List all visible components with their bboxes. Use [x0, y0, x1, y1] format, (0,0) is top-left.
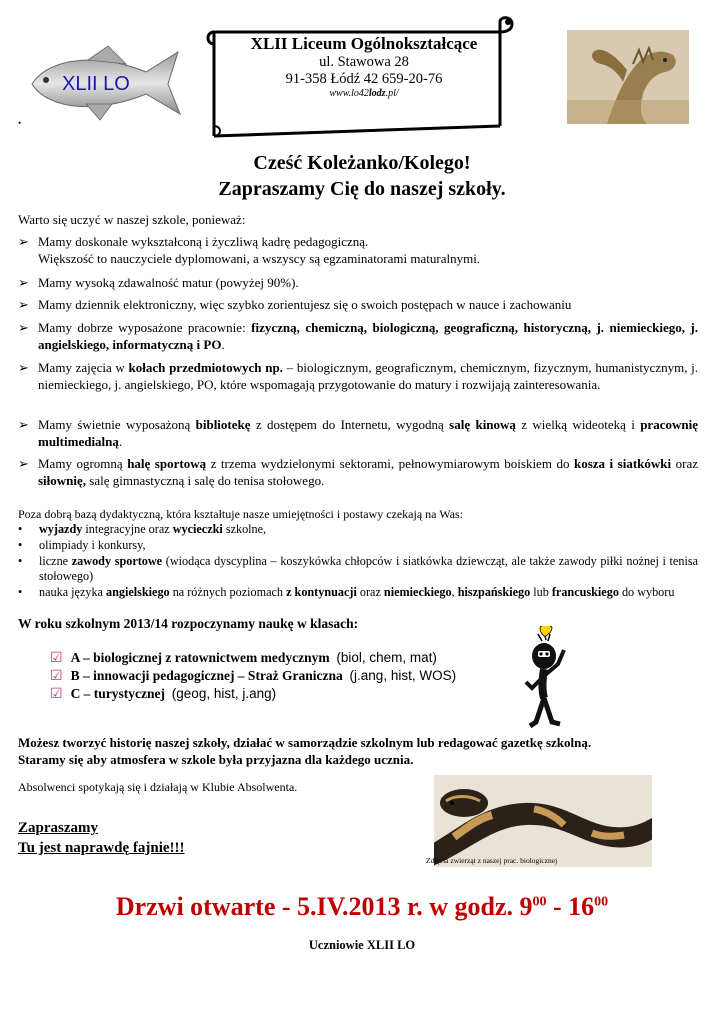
school-city-phone: 91-358 Łódź 42 659-20-76: [285, 71, 443, 87]
closing-message: Możesz tworzyć historię naszej szkoły, działać w samorządzie szkolnym lub redagować gazetkę szkolną. Staramy się aby atmosfera w szkole była przyjazna dla każdego ucznia.: [18, 735, 592, 767]
school-street: ul. Stawowa 28: [319, 54, 409, 70]
alumni-note: Absolwenci spotykają się i działają w Klubie Absolwenta.: [18, 780, 298, 794]
arrow-bullet-icon: ➢: [18, 275, 29, 290]
reasons-intro: Warto się uczyć w naszej szkole, ponieważ:: [18, 212, 246, 227]
checkbox-icon: ☑: [50, 651, 63, 666]
class-item: ☑ A – biologicznej z ratownictwem medycznym (biol, chem, mat): [50, 650, 437, 666]
dot-mark: •: [18, 118, 22, 128]
school-website[interactable]: www.lo42lodz.pl/: [329, 88, 399, 99]
idea-figure-icon: [522, 626, 582, 734]
fish-logo: [28, 44, 188, 124]
class-item: ☑ B – innowacji pedagogicznej – Straż Graniczna (j.ang, hist, WOS): [50, 668, 457, 684]
extras-intro: Poza dobrą bazą dydaktyczną, która kształtuje nasze umiejętności i postawy czekają na Was:: [18, 507, 463, 521]
logo-text: XLII LO: [62, 73, 130, 95]
school-header: [222, 34, 506, 99]
arrow-bullet-icon: ➢: [18, 234, 29, 249]
extra-item: • wyjazdy integracyjne oraz wycieczki szkolne,: [18, 522, 267, 536]
extra-item: • nauka języka angielskiego na różnych poziomach z kontynuacji oraz niemieckiego, hiszpańskiego lub francuskiego do wyboru: [18, 585, 675, 599]
bullet-dot-icon: •: [18, 538, 23, 552]
classes-heading: W roku szkolnym 2013/14 rozpoczynamy naukę w klasach:: [18, 616, 359, 631]
checkbox-icon: ☑: [50, 669, 63, 684]
greeting-line-1: Cześć Koleżanko/Kolego!: [253, 152, 471, 174]
bullet-dot-icon: •: [18, 585, 23, 599]
reason-item: ➢ Mamy wysoką zdawalność matur (powyżej 90%).: [18, 275, 299, 290]
bullet-dot-icon: •: [18, 554, 23, 568]
reason-item: ➢ Mamy dziennik elektroniczny, więc szybko zorientujesz się o swoich postępach w nauce i zachowaniu: [18, 297, 572, 312]
arrow-bullet-icon: ➢: [18, 456, 29, 471]
checkbox-icon: ☑: [50, 687, 63, 702]
signature: Uczniowie XLII LO: [308, 938, 416, 952]
greeting-line-2: Zapraszamy Cię do naszej szkoły.: [218, 178, 506, 200]
reason-item: ➢ Mamy zajęcia w kołach przedmiotowych np. – biologicznym, geograficznym, chemicznym, fizycznym, humanistycznym, j. niemieckiego, j. angielskiego, PO, które wspomagają przygotowanie do matury i rozwijają zainteresowania.: [18, 360, 699, 392]
school-name: XLII Liceum Ogólnokształcące: [250, 34, 478, 53]
bullet-dot-icon: •: [18, 522, 23, 536]
greeting: [0, 150, 724, 202]
extra-item: • liczne zawody sportowe (wiodąca dyscyplina – koszykówka chłopców i siatkówka dziewcząt, ale także zawody piłki nożnej i tenisa stołowego): [18, 554, 698, 583]
invitation: Zapraszamy Tu jest naprawdę fajnie!!!: [18, 820, 185, 856]
class-item: ☑ C – turystycznej (geog, hist, j.ang): [50, 686, 277, 702]
reason-item: ➢ Mamy dobrze wyposażone pracownie: fizyczną, chemiczną, biologiczną, geograficzną, historyczną, j. niemieckiego, j. angielskiego, informatyczną i PO.: [18, 320, 698, 352]
arrow-bullet-icon: ➢: [18, 320, 29, 335]
snake-photo: [434, 775, 652, 867]
reason-item: ➢ Mamy ogromną halę sportową z trzema wydzielonymi sektorami, pełnowymiarowym boiskiem do kosza i siatkówki oraz siłownię, salę gimnastyczną i salę do tenisa stołowego.: [18, 456, 699, 488]
iguana-photo: [567, 30, 689, 124]
photo-caption: Zdjęcia zwierząt z naszej prac. biologicznej: [426, 856, 558, 865]
reason-item: ➢ Mamy doskonale wykształconą i życzliwą kadrę pedagogiczną. Większość to nauczyciele dyplomowani, a wszyscy są egzaminatorami maturalnymi.: [18, 234, 481, 266]
extra-item: • olimpiady i konkursy,: [18, 538, 146, 552]
reason-item: ➢ Mamy świetnie wyposażoną bibliotekę z dostępem do Internetu, wygodną salę kinową z wielką wideoteką i pracownię multimedialną.: [18, 417, 698, 449]
arrow-bullet-icon: ➢: [18, 417, 29, 432]
arrow-bullet-icon: ➢: [18, 360, 29, 375]
arrow-bullet-icon: ➢: [18, 297, 29, 312]
open-day-banner: Drzwi otwarte - 5.IV.2013 r. w godz. $9^{00} - 16^{00}$: [115, 892, 609, 921]
